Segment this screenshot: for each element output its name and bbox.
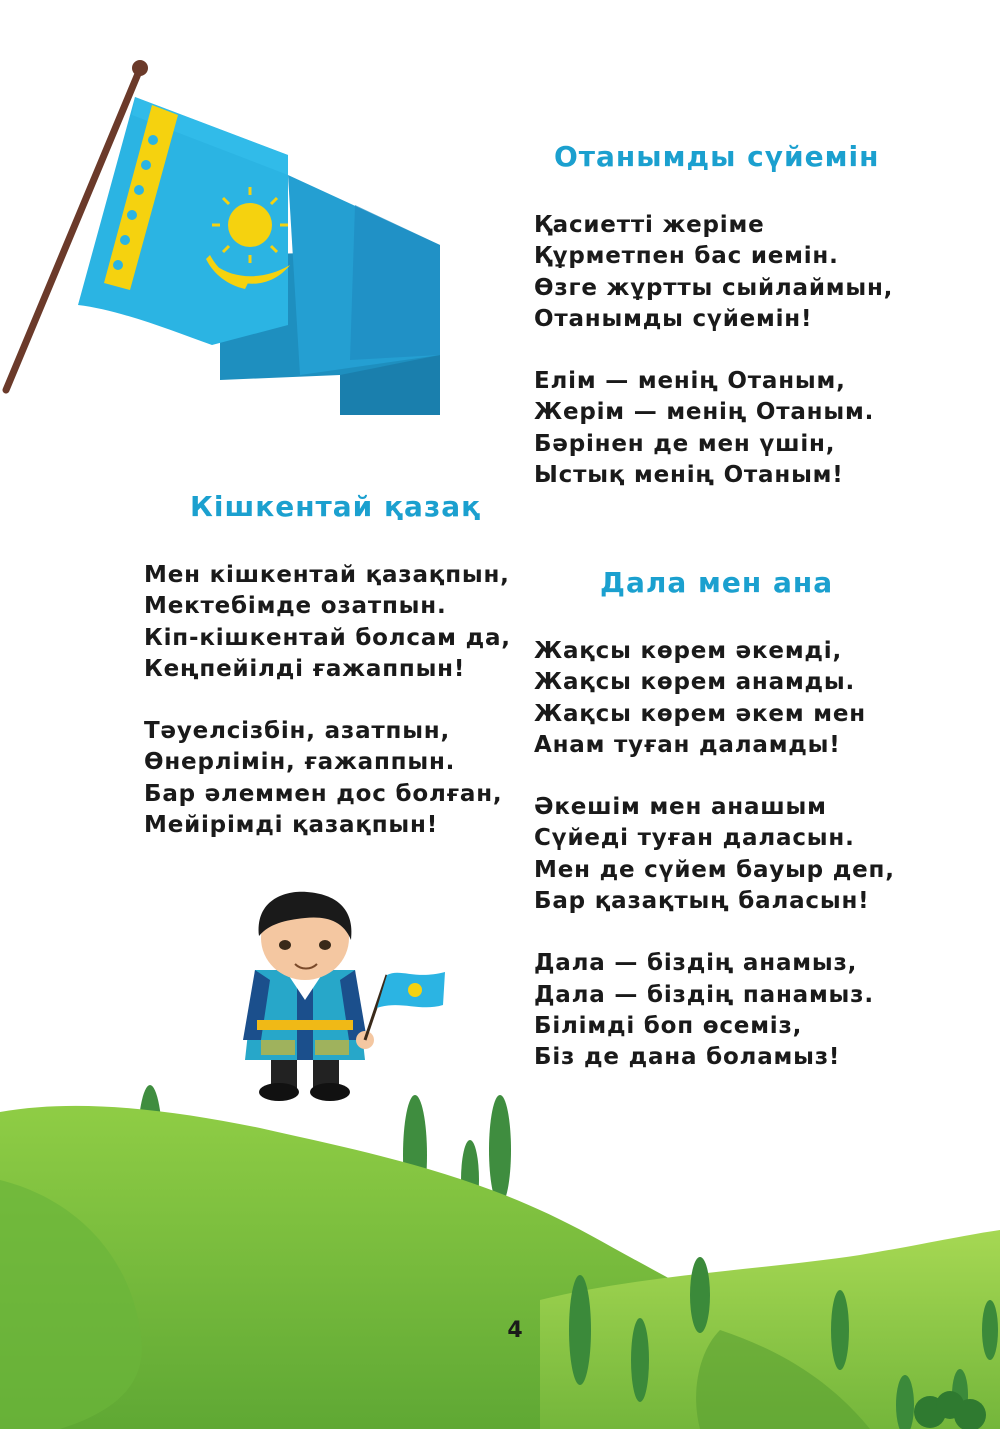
poem-3-stanza-1 [534,636,895,761]
poem-1-text [534,210,893,491]
poem-1-line: Құрметпен бас иемін. [534,243,839,270]
poem-2-line: Бар әлеммен дос болған, [144,780,503,807]
poem-1-stanza-1 [534,210,893,335]
poem-1-title: Отанымды сүйемін [554,140,880,173]
poem-3-line: Сүйеді туған даласын. [534,825,855,852]
poem-3-stanza-3 [534,948,895,1073]
poem-2-text [144,560,511,841]
poem-2-line: Мектебімде озатпын. [144,593,447,620]
poem-1-line: Өзге жұртты сыйлаймын, [534,274,894,301]
poem-3-line: Әкешім мен анашым [534,794,827,821]
poem-1-line: Отанымды сүйемін! [534,305,813,332]
boy-in-traditional-costume-icon [215,890,455,1105]
poem-2-line: Өнерлімін, ғажаппын. [144,749,456,776]
poem-2-title: Кішкентай қазақ [190,490,482,523]
poem-3-line: Жақсы көрем әкемді, [534,638,843,664]
poem-3-line: Жақсы көрем анамды. [534,669,856,696]
kazakhstan-flag-icon [0,55,460,435]
poem-1-line: Елім — менің Отаным, [534,368,846,395]
poem-1-line: Бәрінен де мен үшін, [534,430,836,457]
poem-3-line: Білімді боп өсеміз, [534,1012,803,1039]
poem-3-line: Дала — біздің панамыз. [534,981,874,1008]
poem-3-line: Мен де сүйем бауыр деп, [534,856,895,883]
poem-1-line: Жерім — менің Отаным. [534,399,875,426]
poem-3-stanza-2 [534,792,895,917]
poem-2-line: Мен кішкентай қазақпын, [144,562,510,588]
poem-3-line: Бар қазақтың баласын! [534,888,870,915]
poem-3-line: Жақсы көрем әкем мен [534,700,866,727]
poem-3-line: Біз де дана боламыз! [534,1044,841,1071]
poem-2-line: Мейірімді қазақпын! [144,812,438,839]
poem-3-line: Дала — біздің анамыз, [534,950,858,977]
poem-2-line: Тәуелсізбін, азатпын, [144,718,451,745]
poem-1-line: Ыстық менің Отаным! [534,462,844,489]
poem-3-title: Дала мен ана [600,566,834,599]
page-number: 4 [507,1318,523,1343]
poem-1-line: Қасиетті жеріме [534,212,765,238]
poem-2-line: Кіп-кішкентай болсам да, [144,624,511,651]
poem-2-stanza-2 [144,716,511,841]
poem-2-line: Кеңпейілді ғажаппын! [144,655,466,682]
poem-3-line: Анам туған даламды! [534,731,841,758]
poem-2-stanza-1 [144,560,511,685]
poem-1-stanza-2 [534,366,893,491]
poem-3-text [534,636,895,1074]
